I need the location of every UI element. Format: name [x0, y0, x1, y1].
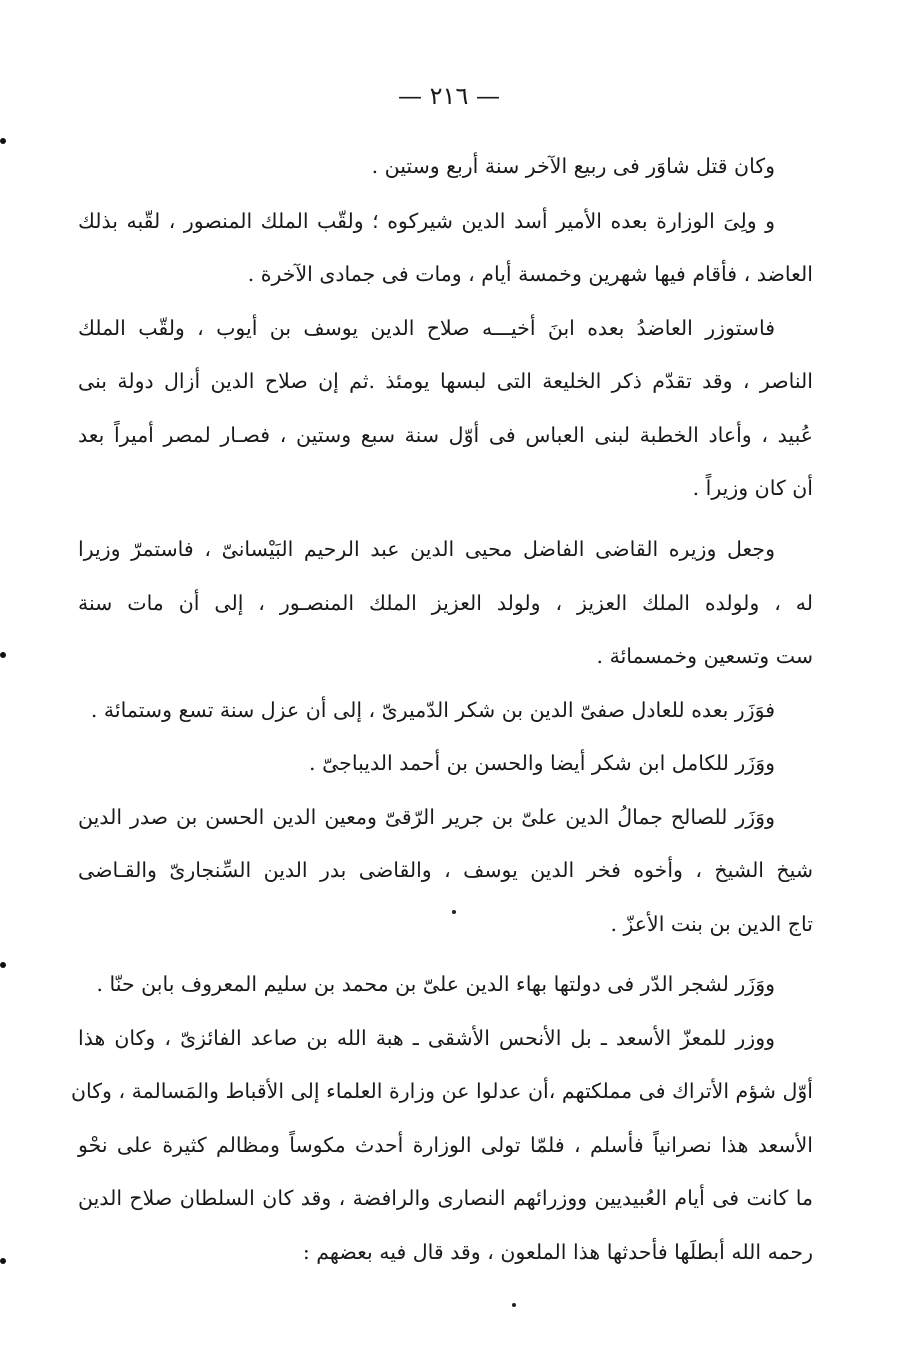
text-line: [78, 140, 813, 194]
text-line: [78, 1172, 813, 1226]
text-line: [71, 1065, 813, 1119]
text-line-content: الأسعد هذا نصرانياً فأسلم ، فلمّا تولى الوزارة أحدث مكوساً ومظالم كثيرة على نحْو: [78, 1133, 813, 1157]
text-line: [78, 1226, 813, 1280]
text-line-content: تاج الدين بن بنت الأعزّ .: [610, 912, 813, 936]
text-line: [78, 791, 813, 845]
margin-mark: [0, 1258, 6, 1264]
margin-mark: [0, 652, 6, 658]
text-line-content: ووَزَر للكامل ابن شكر أيضا والحسن بن أحمد الديباجىّ .: [309, 751, 775, 775]
text-line-content: وكان قتل شاوَر فى ربيع الآخر سنة أربع وستين .: [371, 154, 775, 178]
text-line: [78, 355, 813, 409]
text-line-content: أوّل شؤم الأتراك فى مملكتهم ،أن عدلوا عن وزارة العلماء إلى الأقباط والمَسالمة ، وكان: [71, 1079, 813, 1103]
text-line-content: و ولِىَ الوزارة بعده الأمير أسد الدين شيركوه ؛ ولقّب الملك المنصور ، لقّبه بذلك: [78, 209, 775, 233]
text-line: [78, 462, 813, 516]
text-line: [78, 1119, 813, 1173]
text-line-content: ووَزَر لشجر الدّر فى دولتها بهاء الدين علىّ بن محمد بن سليم المعروف بابن حنّا .: [96, 972, 775, 996]
page-number: — ٢١٦ —: [398, 82, 500, 110]
text-line: [78, 958, 813, 1012]
text-line-content: له ، ولولده الملك العزيز ، ولولد العزيز الملك المنصـور ، إلى أن مات سنة: [78, 591, 813, 615]
text-line-content: شيخ الشيخ ، وأخوه فخر الدين يوسف ، والقاضى بدر الدين السِّنجارىّ والقـاضى: [78, 858, 813, 882]
text-line: [78, 844, 813, 898]
text-line-content: الناصر ، وقد تقدّم ذكر الخليعة التى لبسها يومئذ .ثم إن صلاح الدين أزال دولة بنى: [78, 369, 813, 393]
text-line: [78, 523, 813, 577]
text-line-content: عُبيد ، وأعاد الخطبة لبنى العباس فى أوّل سنة سبع وستين ، فصـار لمصر أميراً بعد: [78, 423, 813, 447]
text-line: [78, 195, 813, 249]
text-line: [78, 898, 813, 952]
text-line: [78, 737, 813, 791]
text-line-content: فاستوزر العاضدُ بعده ابنَ أخيـــه صلاح الدين يوسف بن أيوب ، ولقّب الملك: [78, 316, 775, 340]
text-line: [78, 409, 813, 463]
text-line-content: ما كانت فى أيام العُبيديين ووزرائهم النصارى والرافضة ، وقد كان السلطان صلاح الدين: [78, 1186, 813, 1210]
text-line: [78, 630, 813, 684]
text-line-content: فوَزَر بعده للعادل صفىّ الدين بن شكر الدّميرىّ ، إلى أن عزل سنة تسع وستمائة .: [90, 698, 775, 722]
text-line: [78, 577, 813, 631]
margin-mark: [0, 962, 6, 968]
text-line: [78, 684, 813, 738]
text-line-content: ووَزَر للصالح جمالُ الدين علىّ بن جرير الرّقىّ ومعين الدين الحسن بن صدر الدين: [78, 805, 775, 829]
text-line-content: العاضد ، فأقام فيها شهرين وخمسة أيام ، ومات فى جمادى الآخرة .: [247, 262, 813, 286]
text-line-content: وجعل وزيره القاضى الفاضل محيى الدين عبد الرحيم البَيْسانىّ ، فاستمرّ وزيرا: [78, 537, 775, 561]
margin-mark: [0, 138, 6, 144]
text-line-content: أن كان وزيراً .: [692, 476, 813, 500]
text-line: [78, 302, 813, 356]
text-line: [78, 1012, 813, 1066]
text-line-content: ست وتسعين وخمسمائة .: [596, 644, 813, 668]
ink-speck: [512, 1303, 516, 1307]
ink-speck: [452, 910, 456, 914]
text-line-content: ووزر للمعزّ الأسعد ـ بل الأنحس الأشقى ـ هبة الله بن صاعد الفائزىّ ، وكان هذا: [78, 1026, 775, 1050]
text-line-content: رحمه الله أبطلَها فأحدثها هذا الملعون ، وقد قال فيه بعضهم :: [302, 1240, 813, 1264]
text-line: [78, 248, 813, 302]
